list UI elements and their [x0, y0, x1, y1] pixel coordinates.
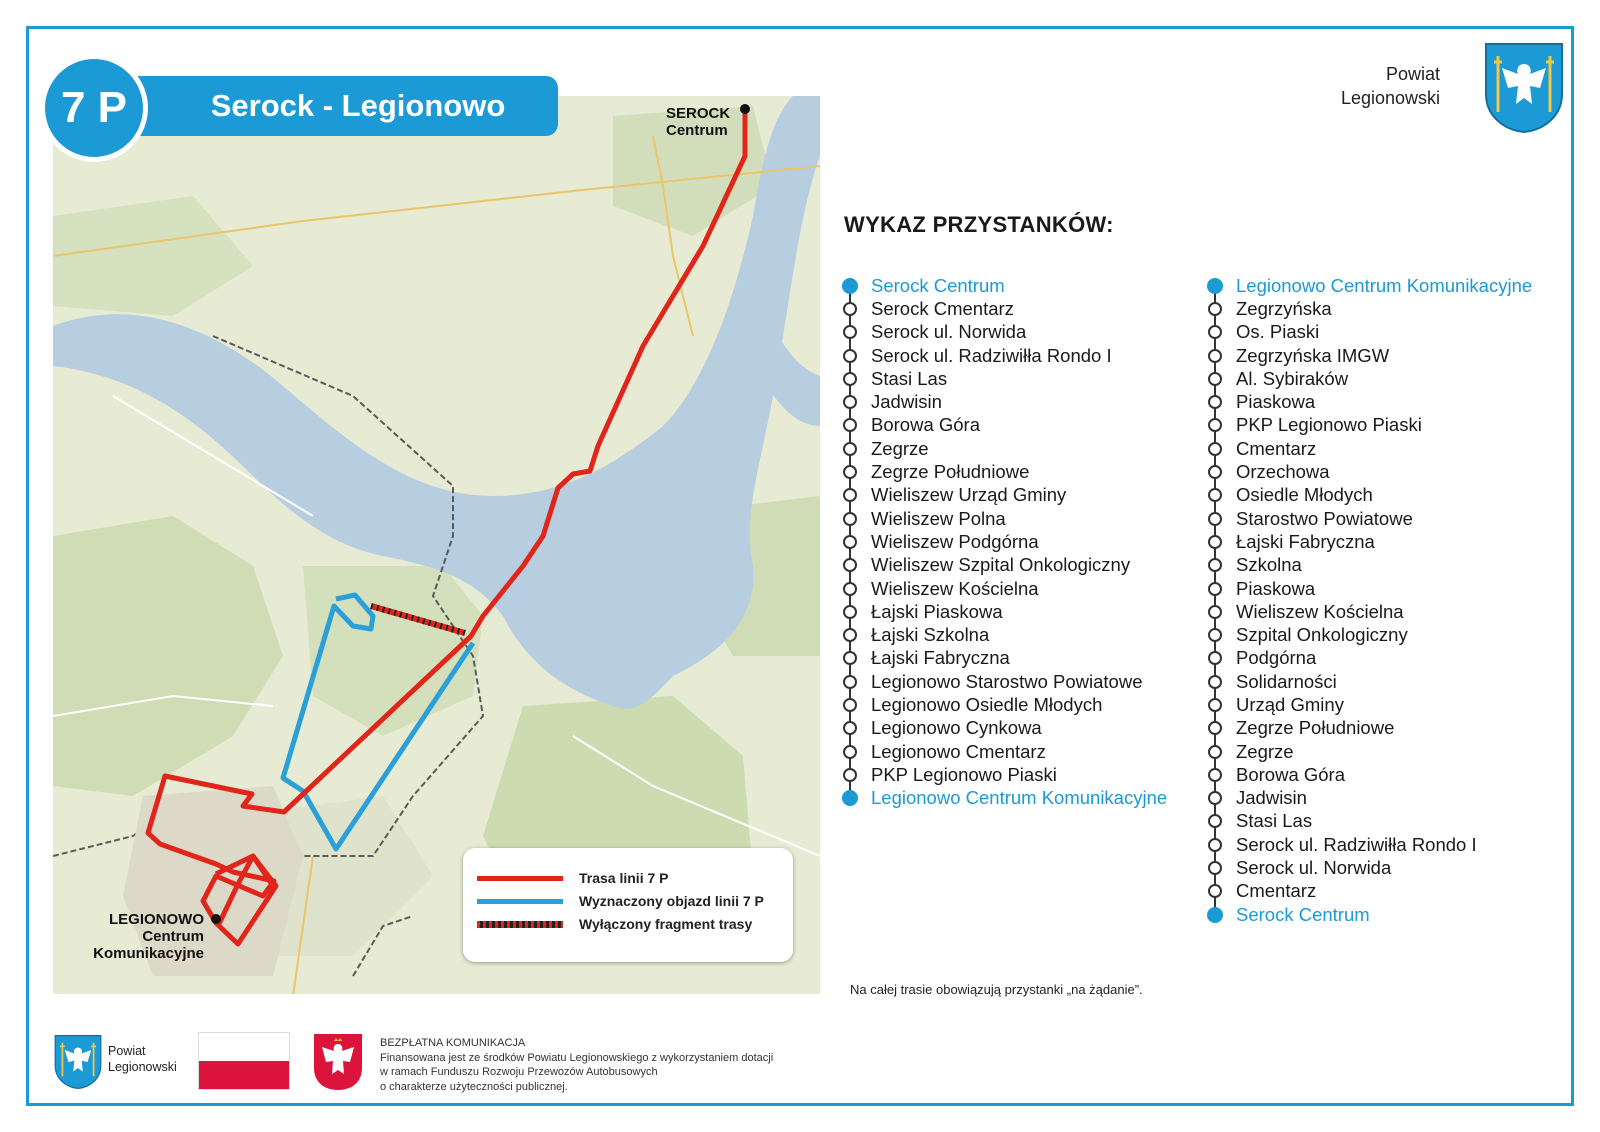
- footer-brand: [108, 1043, 177, 1075]
- stop-name: Serock Centrum: [1236, 903, 1370, 925]
- stops-direction-1: [843, 274, 1167, 810]
- stop-dot-icon: [1208, 628, 1222, 642]
- stop-dot-icon: [1208, 349, 1222, 363]
- stop-name: Cmentarz: [1236, 437, 1317, 459]
- stop-dot-icon: [843, 768, 857, 782]
- request-stops-note: Na całej trasie obowiązują przystanki „na żądanie”.: [850, 982, 1143, 997]
- stop-item: [843, 577, 1167, 600]
- stop-item: [1208, 367, 1532, 390]
- stop-item: [843, 530, 1167, 553]
- stop-dot-icon: [843, 582, 857, 596]
- funding-line3: o charakterze użyteczności publicznej.: [380, 1080, 568, 1093]
- stop-item: [1208, 554, 1532, 577]
- funding-info: [380, 1036, 773, 1094]
- stop-name: Urząd Gminy: [1236, 693, 1344, 715]
- legend-row-route: [477, 870, 669, 886]
- stop-name: Legionowo Cynkowa: [871, 717, 1042, 739]
- start-label-line1: SEROCK: [666, 105, 731, 122]
- stop-item: [843, 647, 1167, 670]
- stop-dot-icon: [1208, 675, 1222, 689]
- stop-name: Zegrze: [1236, 740, 1294, 762]
- stop-item: [1208, 390, 1532, 413]
- end-label-line3: Komunikacyjne: [93, 945, 204, 962]
- stop-dot-icon: [843, 675, 857, 689]
- stop-name: Legionowo Osiedle Młodych: [871, 693, 1103, 715]
- stop-item: [1208, 670, 1532, 693]
- stop-name: Stasi Las: [871, 367, 948, 389]
- stop-item: [843, 437, 1167, 460]
- stop-dot-icon: [1208, 838, 1222, 852]
- stop-dot-icon: [843, 349, 857, 363]
- stop-name: Zegrzyńska IMGW: [1236, 344, 1390, 366]
- stop-item: [843, 507, 1167, 530]
- legend-detour-swatch: [477, 899, 563, 904]
- funding-title: BEZPŁATNA KOMUNIKACJA: [380, 1037, 526, 1049]
- end-label-line2: Centrum: [142, 928, 204, 945]
- stop-item: [1208, 740, 1532, 763]
- stop-item: [1208, 414, 1532, 437]
- brand-line2: Legionowski: [1340, 88, 1440, 108]
- stop-dot-icon: [843, 698, 857, 712]
- stop-item: [1208, 530, 1532, 553]
- stop-item: [843, 623, 1167, 646]
- stop-item: [1208, 577, 1532, 600]
- stop-dot-icon: [843, 488, 857, 502]
- county-crest-icon: [1484, 42, 1564, 134]
- stop-dot-icon: [1208, 488, 1222, 502]
- stop-name: Jadwisin: [871, 391, 942, 413]
- stop-name: Serock ul. Norwida: [1236, 857, 1392, 879]
- stop-item: [843, 763, 1167, 786]
- stop-dot-icon: [1208, 698, 1222, 712]
- stop-name: Podgórna: [1236, 647, 1317, 669]
- stop-item: [1208, 344, 1532, 367]
- stop-item: [843, 367, 1167, 390]
- stop-item: [1208, 833, 1532, 856]
- stop-name: Serock Cmentarz: [871, 297, 1014, 319]
- stop-dot-icon: [1208, 442, 1222, 456]
- stop-dot-icon: [1208, 535, 1222, 549]
- stop-item: [1208, 763, 1532, 786]
- stop-dot-icon: [843, 558, 857, 572]
- route-name: Serock - Legionowo: [210, 88, 506, 123]
- stop-name: Serock ul. Radziwiłła Rondo I: [871, 344, 1112, 366]
- stop-name: Borowa Góra: [871, 414, 980, 436]
- start-label: [666, 105, 730, 139]
- stop-dot-icon: [1208, 605, 1222, 619]
- start-point: [740, 104, 750, 114]
- stop-dot-icon: [1208, 465, 1222, 479]
- legend-row-detour: [477, 893, 764, 909]
- legend-excluded-swatch: [477, 921, 563, 928]
- stop-dot-icon: [843, 512, 857, 526]
- map-legend: [463, 848, 793, 962]
- stop-dot-icon: [1208, 302, 1222, 316]
- stop-item: [1208, 810, 1532, 833]
- end-point: [211, 914, 221, 924]
- stop-name: Borowa Góra: [1236, 763, 1345, 785]
- stop-name: Legionowo Centrum Komunikacyjne: [1236, 274, 1533, 296]
- stop-dot-icon: [843, 745, 857, 759]
- stop-dot-icon: [1208, 745, 1222, 759]
- route-number: 7 P: [60, 83, 128, 132]
- stop-name: Łajski Szkolna: [871, 624, 990, 646]
- stop-name: Łajski Piaskowa: [871, 600, 1003, 622]
- stop-item: [843, 554, 1167, 577]
- stop-dot-icon: [843, 372, 857, 386]
- stop-item: [1208, 437, 1532, 460]
- stop-name: PKP Legionowo Piaski: [871, 763, 1057, 785]
- stop-name: Łajski Fabryczna: [871, 647, 1010, 669]
- stop-name: Szpital Onkologiczny: [1236, 624, 1408, 646]
- stop-item: [1208, 623, 1532, 646]
- stop-dot-icon: [843, 465, 857, 479]
- stop-item: [843, 787, 1167, 810]
- stop-dot-icon: [843, 442, 857, 456]
- stop-item: [843, 740, 1167, 763]
- stop-dot-icon: [843, 395, 857, 409]
- stop-dot-icon: [842, 278, 858, 294]
- stop-item: [1208, 321, 1532, 344]
- stop-name: Osiedle Młodych: [1236, 484, 1373, 506]
- stop-item: [843, 274, 1167, 297]
- stop-name: Os. Piaski: [1236, 321, 1320, 343]
- legend-detour-label: Wyznaczony objazd linii 7 P: [579, 893, 764, 909]
- stop-name: Zegrzyńska: [1236, 297, 1332, 319]
- stop-item: [843, 670, 1167, 693]
- stop-dot-icon: [1208, 395, 1222, 409]
- stop-item: [1208, 274, 1532, 297]
- stop-name: Zegrze: [871, 437, 929, 459]
- stop-item: [843, 600, 1167, 623]
- stop-dot-icon: [1208, 768, 1222, 782]
- footer-brand-line1: Powiat: [108, 1044, 146, 1058]
- stop-name: Serock ul. Radziwiłła Rondo I: [1236, 833, 1477, 855]
- stop-item: [1208, 903, 1532, 926]
- stop-name: Serock ul. Norwida: [871, 321, 1027, 343]
- stop-item: [1208, 507, 1532, 530]
- legend-route-swatch: [477, 876, 563, 881]
- stop-dot-icon: [1208, 651, 1222, 665]
- stop-name: Serock Centrum: [871, 274, 1005, 296]
- stop-dot-icon: [1207, 278, 1223, 294]
- stop-item: [1208, 717, 1532, 740]
- stop-name: Piaskowa: [1236, 391, 1316, 413]
- stop-name: Legionowo Starostwo Powiatowe: [871, 670, 1143, 692]
- stop-item: [1208, 693, 1532, 716]
- stop-item: [1208, 460, 1532, 483]
- stop-dot-icon: [843, 628, 857, 642]
- stop-dot-icon: [843, 325, 857, 339]
- route-number-badge: [40, 54, 148, 162]
- stop-item: [843, 390, 1167, 413]
- legend-route-label: Trasa linii 7 P: [579, 870, 669, 886]
- brand-line1: Powiat: [1385, 64, 1440, 84]
- stop-name: Piaskowa: [1236, 577, 1316, 599]
- stop-item: [1208, 787, 1532, 810]
- polish-flag-icon: [198, 1032, 290, 1090]
- stop-dot-icon: [1208, 814, 1222, 828]
- stop-dot-icon: [1208, 861, 1222, 875]
- stop-dot-icon: [1208, 418, 1222, 432]
- stop-dot-icon: [843, 605, 857, 619]
- stop-dot-icon: [1208, 372, 1222, 386]
- stop-dot-icon: [843, 302, 857, 316]
- stop-dot-icon: [1208, 884, 1222, 898]
- brand-text: [1341, 62, 1440, 110]
- route-name-bar: [138, 76, 558, 136]
- stop-dot-icon: [1208, 582, 1222, 596]
- stop-item: [843, 460, 1167, 483]
- stop-dot-icon: [1208, 791, 1222, 805]
- stop-item: [1208, 880, 1532, 903]
- stop-name: Łajski Fabryczna: [1236, 530, 1375, 552]
- end-label-line1: LEGIONOWO: [109, 911, 204, 928]
- stop-name: Wieliszew Urząd Gminy: [871, 484, 1067, 506]
- stop-dot-icon: [1208, 325, 1222, 339]
- stop-item: [843, 717, 1167, 740]
- stop-item: [1208, 484, 1532, 507]
- footer-brand-line2: Legionowski: [108, 1060, 177, 1074]
- stop-item: [1208, 856, 1532, 879]
- stop-name: Wieliszew Kościelna: [871, 577, 1039, 599]
- stop-name: Wieliszew Polna: [871, 507, 1006, 529]
- stop-name: Orzechowa: [1236, 461, 1330, 483]
- stop-name: Zegrze Południowe: [871, 461, 1030, 483]
- stop-name: Szkolna: [1236, 554, 1302, 576]
- stop-dot-icon: [843, 535, 857, 549]
- stop-dot-icon: [1208, 512, 1222, 526]
- stop-dot-icon: [1208, 721, 1222, 735]
- stop-dot-icon: [1207, 907, 1223, 923]
- stop-item: [843, 344, 1167, 367]
- stop-item: [843, 414, 1167, 437]
- polish-eagle-icon: [312, 1032, 364, 1092]
- stop-dot-icon: [842, 790, 858, 806]
- footer-crest-icon: [54, 1034, 102, 1090]
- stop-name: Wieliszew Podgórna: [871, 530, 1039, 552]
- stop-name: Solidarności: [1236, 670, 1337, 692]
- stop-name: Cmentarz: [1236, 880, 1317, 902]
- stop-dot-icon: [843, 418, 857, 432]
- legend-excluded-label: Wyłączony fragment trasy: [579, 916, 753, 932]
- end-label: [80, 911, 204, 962]
- stop-name: Stasi Las: [1236, 810, 1313, 832]
- stop-name: Legionowo Cmentarz: [871, 740, 1046, 762]
- start-label-line2: Centrum: [666, 122, 728, 139]
- stop-item: [1208, 600, 1532, 623]
- stop-name: Wieliszew Kościelna: [1236, 600, 1404, 622]
- stop-item: [843, 693, 1167, 716]
- stop-name: Jadwisin: [1236, 787, 1307, 809]
- legend-row-excluded: [477, 916, 752, 932]
- stop-name: Starostwo Powiatowe: [1236, 507, 1413, 529]
- funding-line2: w ramach Funduszu Rozwoju Przewozów Autobusowych: [380, 1066, 658, 1078]
- stop-item: [843, 321, 1167, 344]
- stop-name: Legionowo Centrum Komunikacyjne: [871, 787, 1168, 809]
- stop-dot-icon: [843, 721, 857, 735]
- stop-name: Zegrze Południowe: [1236, 717, 1395, 739]
- stop-item: [843, 484, 1167, 507]
- stop-item: [843, 297, 1167, 320]
- stops-title: WYKAZ PRZYSTANKÓW:: [844, 212, 1114, 237]
- stop-item: [1208, 297, 1532, 320]
- stop-name: Wieliszew Szpital Onkologiczny: [871, 554, 1131, 576]
- stop-dot-icon: [1208, 558, 1222, 572]
- stop-name: PKP Legionowo Piaski: [1236, 414, 1422, 436]
- stops-direction-2: [1208, 274, 1532, 926]
- stop-name: Al. Sybiraków: [1236, 367, 1349, 389]
- funding-line1: Finansowana jest ze środków Powiatu Legionowskiego z wykorzystaniem dotacji: [380, 1051, 774, 1064]
- stop-item: [1208, 647, 1532, 670]
- stop-dot-icon: [843, 651, 857, 665]
